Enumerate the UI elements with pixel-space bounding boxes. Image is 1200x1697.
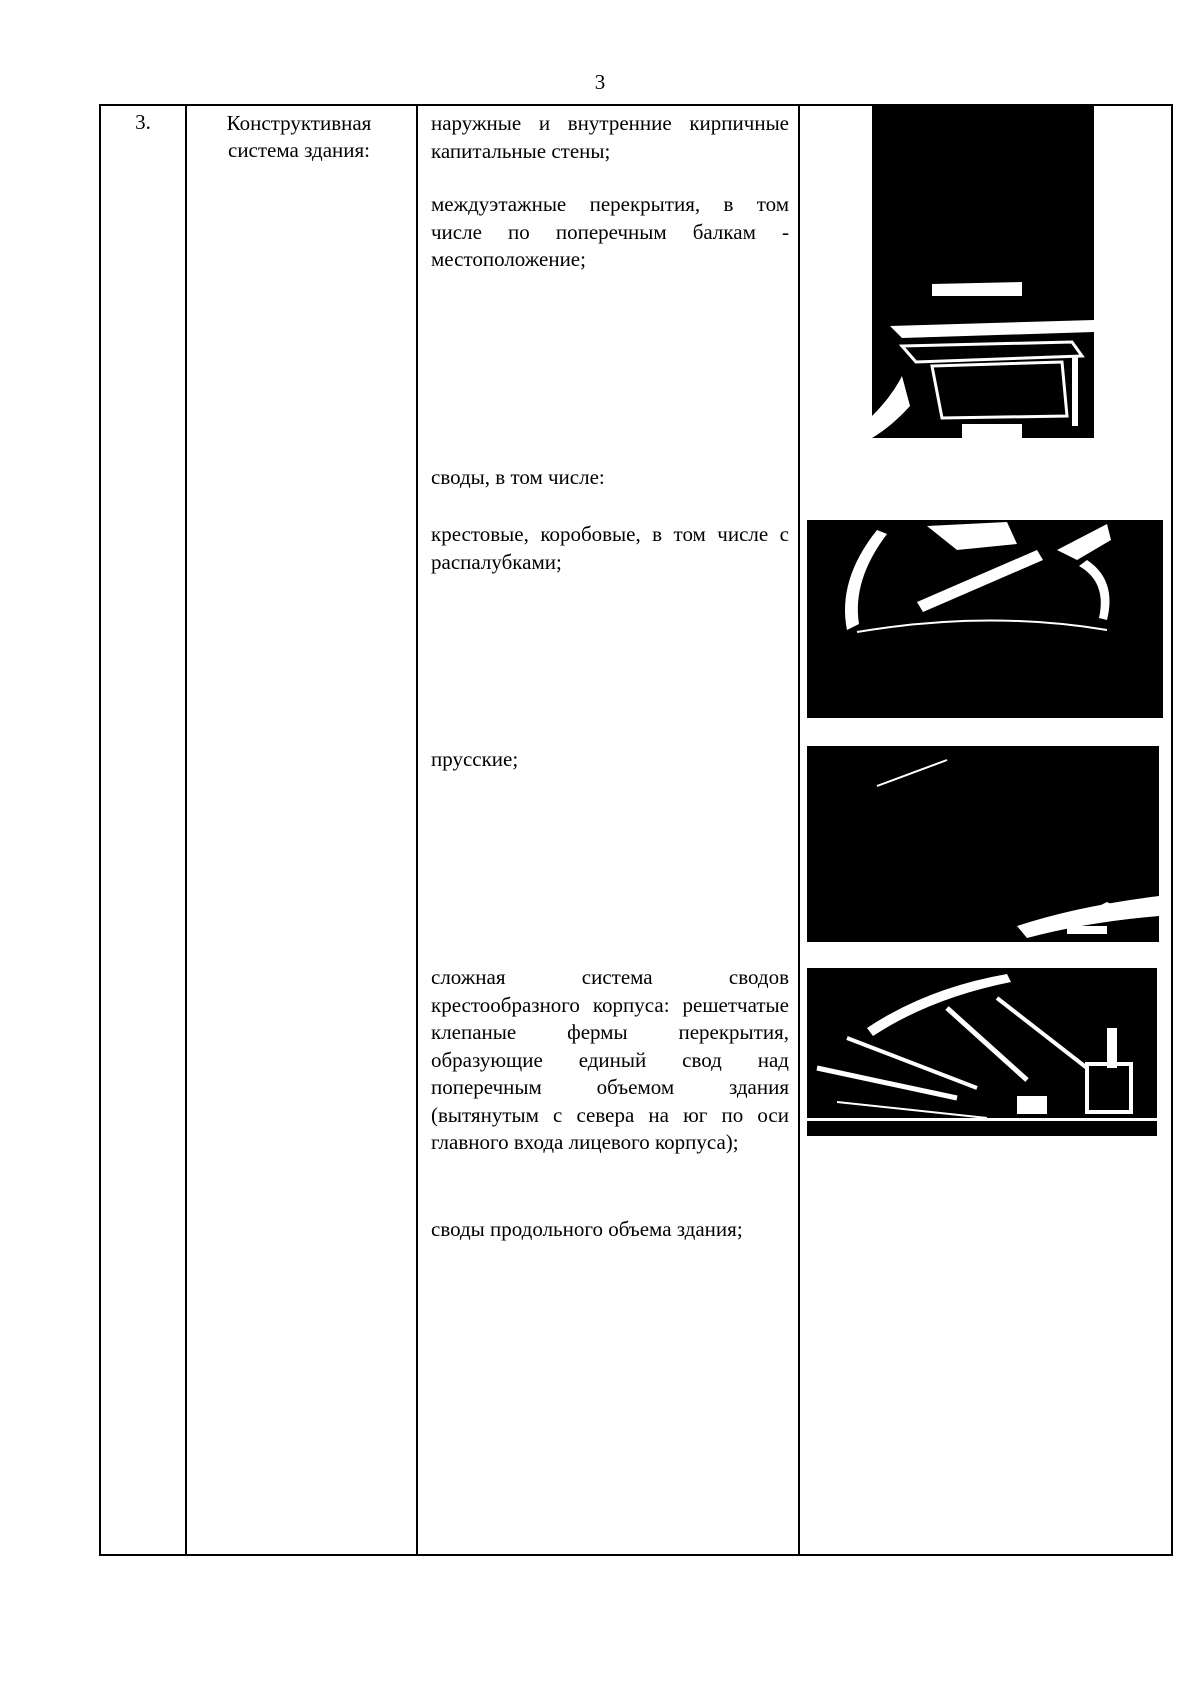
photo-cross-vaults xyxy=(807,520,1163,718)
column-divider xyxy=(798,106,800,1554)
paragraph-longitudinal: своды продольного объема здания; xyxy=(431,1217,743,1241)
row-number: 3. xyxy=(135,110,151,134)
paragraph-complex-system: сложная система сводов крестообразного корпуса: решетчатые клепаные фермы перекрытия, образующие единый свод над поперечным объемом здания (вытянутым с севера на юг по оси главного входа лицевого корпуса); xyxy=(431,965,789,1154)
column-divider xyxy=(416,106,418,1554)
paragraph-floors: междуэтажные перекрытия, в том числе по поперечным балкам - местоположение; xyxy=(431,192,789,271)
column-divider xyxy=(185,106,187,1554)
page-number: 3 xyxy=(594,70,606,94)
photo-floor-beams xyxy=(872,106,1094,438)
paragraph-walls: наружные и внутренние кирпичные капитальные стены; xyxy=(431,111,789,163)
paragraph-prussian: прусские; xyxy=(431,747,519,771)
photo-truss-system xyxy=(807,968,1157,1136)
paragraph-cross-vaults: крестовые, коробовые, в том числе с распалубками; xyxy=(431,522,789,574)
data-table xyxy=(99,104,1173,1556)
paragraph-vaults: своды, в том числе: xyxy=(431,465,605,489)
row-title: Конструктивная система здания: xyxy=(226,111,372,162)
photo-prussian-vaults xyxy=(807,746,1159,942)
